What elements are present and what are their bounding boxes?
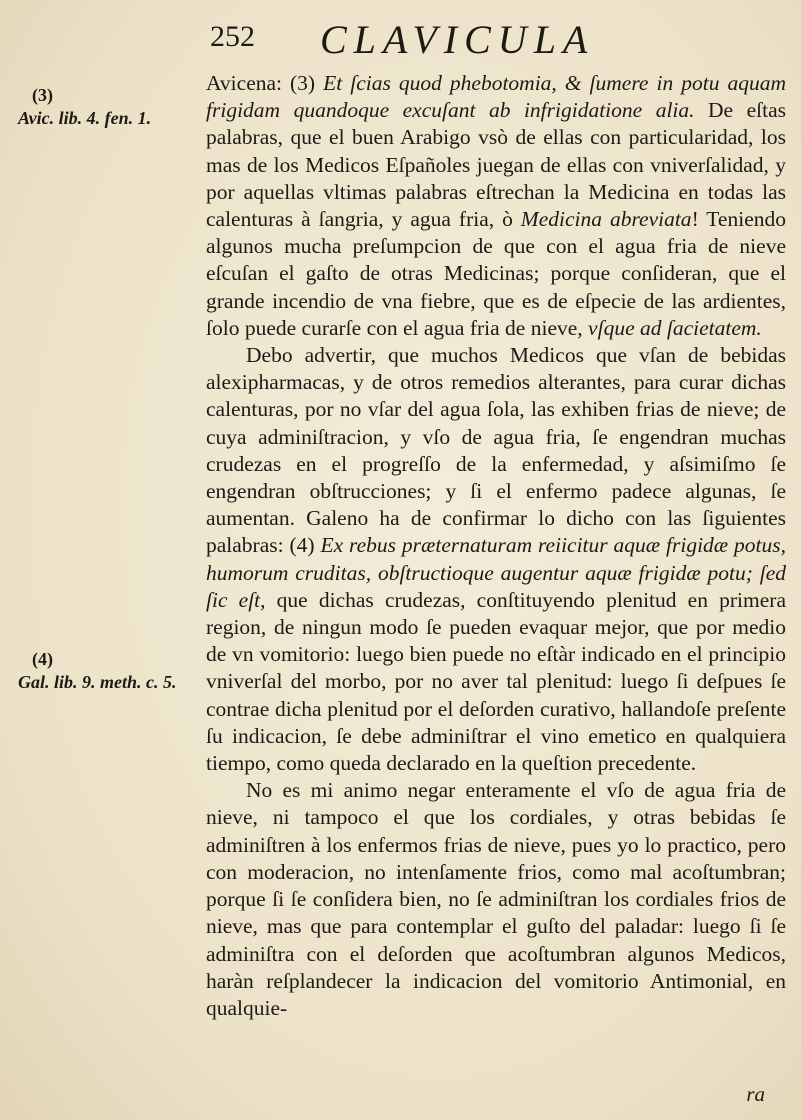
margin-note-reference: Avic. lib. 4. fen. 1. [18, 108, 152, 128]
margin-note-3 [18, 84, 190, 130]
margin-note-reference: Gal. lib. 9. meth. c. 5. [18, 672, 177, 692]
margin-note-number: (3) [32, 85, 53, 105]
margin-note-number: (4) [32, 649, 53, 669]
text-run: Debo advertir, que muchos Medicos que vſan de bebidas alexipharmacas, y de otros remedios alterantes, para curar dichas calenturas, por no vſar del agua ſola, las exhiben frias de nieve; de cuya adminiſtracion, y vſo de agua fria, ſe engendran muchas crudezas en el progreſſo de la enfermedad, y aſsimiſmo ſe engendran obſtrucciones; y ſi el enfermo padece algunas, ſe aumentan. Galeno ha de confirmar lo dicho con las ſiguientes palabras: (4) [206, 343, 786, 558]
paragraph [206, 70, 786, 342]
text-run: De eſtas palabras, que el buen Arabigo vsò de ellas con particularidad, los mas de los Medicos Eſpañoles juegan de ellas con vniverſalidad, y por aquellas vltimas palabras eſtrechan la Medicina en todas las calenturas à ſangria, y agua fria, ò [206, 98, 786, 232]
paragraph [206, 342, 786, 777]
text-run: ! Teniendo algunos mucha preſumpcion de que con el agua fria de nieve eſcuſan el gaſto de otras Medicinas; porque conſideran, que el grande incendio de vna fiebre, que es de eſpecie de las ardientes, ſolo puede curarſe con el agua fria de nieve, [206, 207, 786, 340]
text-run: Avicena: (3) [206, 71, 324, 95]
latin-quotation: Et ſcias quod phebotomia, & ſumere in potu aquam frigidam quandoque excuſant ab infrigidatione alia. [206, 71, 786, 123]
latin-quotation: vſque ad ſacietatem. [588, 315, 762, 340]
catchword: ra [746, 1082, 765, 1106]
page-number: 252 [210, 20, 255, 53]
text-run: , que dichas crudezas, conſtituyendo plenitud en primera region, de ningun modo ſe pueden evaquar mejor, que por medio de vn vomitorio: luego bien puede no eſtàr indicado en el principio vniverſal del morbo, por no aver tal plenitud: luego ſi deſpues ſe contrae dicha plenitud por el deſorden curativo, hallandoſe preſente ſu indicacion, ſe debe adminiſtrar el vino emetico en qualquiera tiempo, como queda declarado en la queſtion precedente. [206, 587, 786, 776]
latin-quotation: Ex rebus præternaturam reiicitur aquæ frigidæ potus, humorum cruditas, obſtructioque augentur aquæ frigidæ potu; ſed ſic eſt [206, 533, 786, 612]
running-title: CLAVICULA [320, 17, 595, 62]
text-run: No es mi animo negar enteramente el vſo de agua fria de nieve, ni tampoco el que los cordiales, y otras bebidas ſe adminiſtren à los enfermos frias de nieve, pues yo lo practico, pero con moderacion, no intenſamente frios, como mal acoſtumbran; porque ſi ſe conſidera bien, no ſe adminiſtran los cordiales frios de nieve, mas que para contemplar el guſto del paladar: luego ſi ſe adminiſtra con el deſorden que acoſtumbran algunos Medicos, haràn reſplandecer la indicacion del vomitorio Antimonial, en qualquie- [206, 778, 786, 1020]
latin-quotation: Medicina abreviata [520, 207, 692, 232]
margin-note-4 [18, 648, 190, 694]
page-header [210, 12, 710, 64]
body-text [206, 70, 786, 1022]
paragraph [206, 777, 786, 1022]
